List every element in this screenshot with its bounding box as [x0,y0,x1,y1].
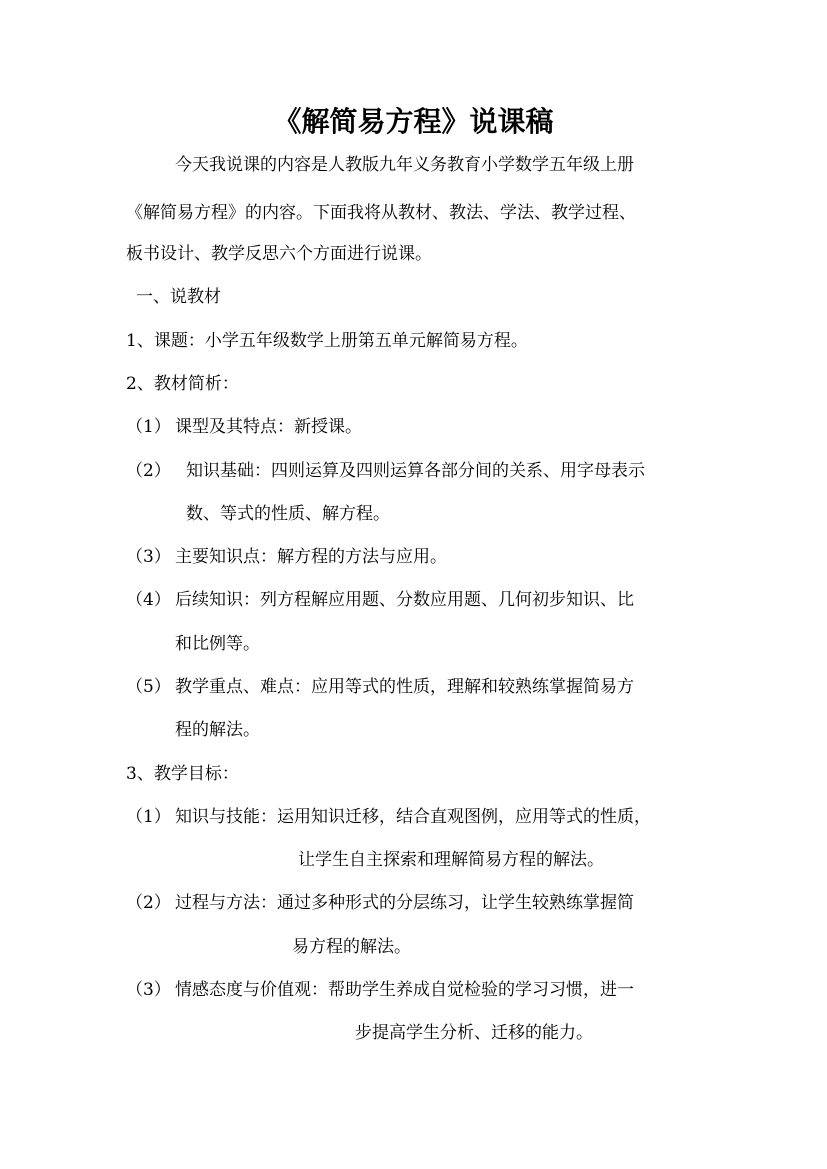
list-number: （2） [126,461,171,481]
goal-text: 知识与技能：运用知识迁移，结合直观图例，应用等式的性质， [175,807,651,827]
analysis-text: 课型及其特点：新授课。 [175,417,362,437]
list-number: （5） [126,677,171,697]
analysis-text-cont: 程的解法。 [175,720,260,740]
list-number: （2） [126,893,171,913]
goal-text: 情感态度与价值观：帮助学生养成自觉检验的学习习惯，进一 [175,980,634,1000]
list-number: （1） [126,417,171,437]
list-item-analysis: 2、教材简析： [126,374,239,394]
document-title: 《解简易方程》说课稿 [273,105,554,138]
goal-text-cont: 易方程的解法。 [292,937,411,957]
intro-line-2: 《解简易方程》的内容。下面我将从教材、教法、学法、教学过程、 [126,203,636,223]
analysis-text: 后续知识：列方程解应用题、分数应用题、几何初步知识、比 [175,590,634,610]
analysis-text: 知识基础：四则运算及四则运算各部分间的关系、用字母表示 [186,461,645,481]
list-number: （3） [126,547,171,567]
goal-text-cont: 步提高学生分析、迁移的能力。 [355,1023,593,1043]
intro-line-1: 今天我说课的内容是人教版九年义务教育小学数学五年级上册 [175,155,634,175]
list-item-goals: 3、教学目标： [126,764,239,784]
list-number: （4） [126,590,171,610]
analysis-text-cont: 数、等式的性质、解方程。 [186,504,390,524]
list-number: （3） [126,980,171,1000]
intro-line-3: 板书设计、教学反思六个方面进行说课。 [126,244,432,264]
goal-text-cont: 让学生自主探索和理解简易方程的解法。 [298,850,604,870]
list-item-topic: 1、课题：小学五年级数学上册第五单元解简易方程。 [126,331,528,351]
analysis-text-cont: 和比例等。 [175,634,260,654]
section-heading: 一、说教材 [136,287,221,307]
analysis-text: 教学重点、难点：应用等式的性质，理解和较熟练掌握简易方 [175,677,634,697]
goal-text: 过程与方法：通过多种形式的分层练习，让学生较熟练掌握简 [175,893,634,913]
list-number: （1） [126,807,171,827]
analysis-text: 主要知识点：解方程的方法与应用。 [175,547,447,567]
